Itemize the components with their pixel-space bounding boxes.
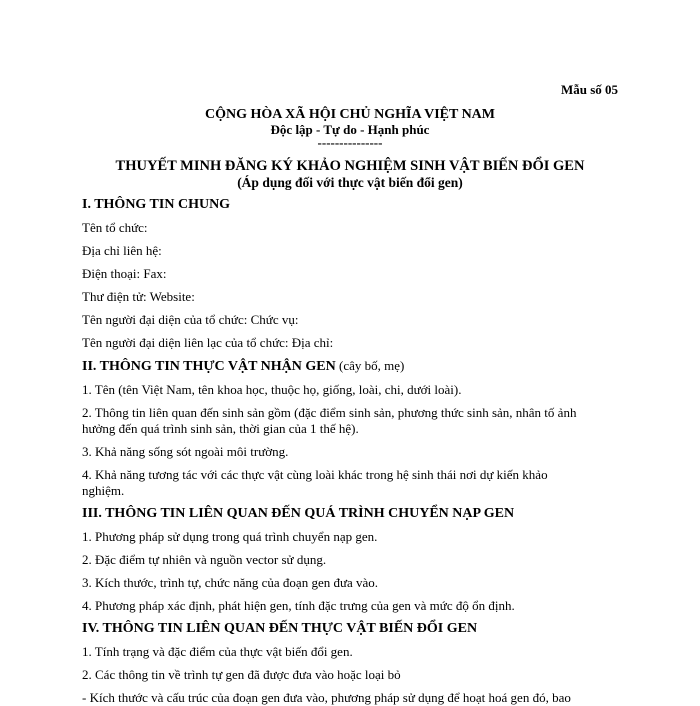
- section-2-item-continued: nghiệm.: [82, 483, 125, 498]
- section-3-item: 4. Phương pháp xác định, phát hiện gen, tính đặc trưng của gen và mức độ ổn định.: [82, 598, 515, 613]
- section-4-heading: IV. THÔNG TIN LIÊN QUAN ĐẾN THỰC VẬT BIẾN ĐỔI GEN: [82, 621, 478, 636]
- section-2-item: 2. Thông tin liên quan đến sinh sản gồm (đặc điểm sinh sản, phương thức sinh sản, nhân tố ảnh: [82, 405, 577, 420]
- section-4-item: 1. Tính trạng và đặc điểm của thực vật biến đổi gen.: [82, 644, 353, 659]
- section-3-item: 1. Phương pháp sử dụng trong quá trình chuyển nạp gen.: [82, 529, 378, 544]
- section-4-item: - Kích thước và cấu trúc của đoạn gen đưa vào, phương pháp sử dụng để hoạt hoá gen đó, bao: [82, 690, 571, 705]
- country-name: CỘNG HÒA XÃ HỘI CHỦ NGHĨA VIỆT NAM: [204, 107, 495, 122]
- section-1-heading: I. THÔNG TIN CHUNG: [82, 197, 231, 212]
- section-2-item: 3. Khả năng sống sót ngoài môi trường.: [82, 444, 289, 459]
- field-contact-address: Địa chỉ liên hệ:: [82, 243, 162, 258]
- section-2-item-continued: hưởng đến quá trình sinh sản, thời gian của 1 thế hệ).: [82, 421, 359, 436]
- document-title: THUYẾT MINH ĐĂNG KÝ KHẢO NGHIỆM SINH VẬT BIẾN ĐỔI GEN: [115, 158, 585, 174]
- field-representative: Tên người đại diện của tổ chức: Chức vụ:: [82, 312, 299, 327]
- section-2-heading-suffix: (cây bố, mẹ): [335, 358, 405, 373]
- document-subtitle: (Áp dụng đối với thực vật biến đổi gen): [237, 175, 463, 190]
- section-2-item: 1. Tên (tên Việt Nam, tên khoa học, thuộc họ, giống, loài, chi, dưới loài).: [82, 382, 462, 397]
- section-2-heading: [82, 358, 618, 375]
- field-org-name: Tên tổ chức:: [82, 220, 148, 235]
- section-3-item: 2. Đặc điểm tự nhiên và nguồn vector sử dụng.: [82, 552, 327, 567]
- field-email-website: Thư điện tử: Website:: [82, 289, 195, 304]
- national-motto: Độc lập - Tự do - Hạnh phúc: [270, 122, 430, 137]
- section-2-heading-text: II. THÔNG TIN THỰC VẬT NHẬN GEN: [82, 359, 336, 374]
- field-phone-fax: Điện thoại: Fax:: [82, 266, 167, 281]
- document-body: [82, 197, 618, 706]
- section-4-item: 2. Các thông tin về trình tự gen đã được đưa vào hoặc loại bỏ: [82, 667, 401, 682]
- header-separator: ---------------: [317, 135, 383, 150]
- section-2-item: 4. Khả năng tương tác với các thực vật cùng loài khác trong hệ sinh thái nơi dự kiến khảo: [82, 467, 548, 482]
- field-contact-representative: Tên người đại diện liên lạc của tổ chức: Địa chỉ:: [82, 335, 334, 350]
- section-3-item: 3. Kích thước, trình tự, chức năng của đoạn gen đưa vào.: [82, 575, 379, 590]
- section-3-heading: III. THÔNG TIN LIÊN QUAN ĐẾN QUÁ TRÌNH CHUYỂN NẠP GEN: [82, 506, 515, 521]
- form-number: Mẫu số 05: [560, 82, 618, 97]
